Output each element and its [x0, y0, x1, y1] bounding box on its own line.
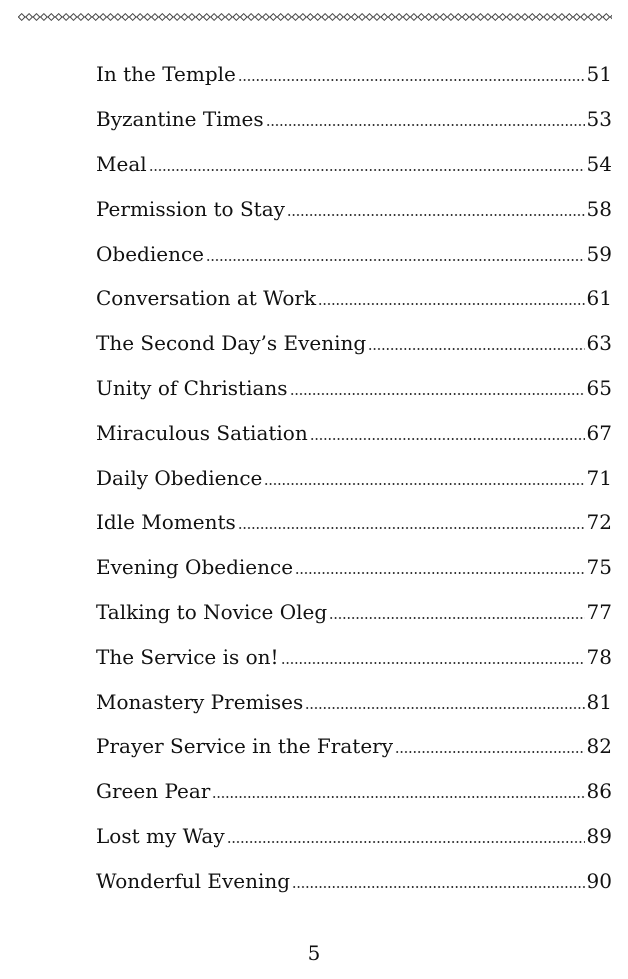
toc-entry-page: 75	[586, 555, 612, 580]
toc-entry-title: Miraculous Satiation	[96, 420, 308, 445]
toc-entry-page: 65	[586, 375, 612, 400]
toc-entry	[96, 97, 612, 142]
toc-dot-leader	[266, 124, 585, 126]
toc-entry	[96, 52, 612, 97]
toc-entry	[96, 724, 612, 769]
toc-entry-title: Byzantine Times	[96, 107, 264, 132]
toc-entry-page: 58	[586, 196, 612, 221]
toc-dot-leader	[292, 886, 584, 888]
toc-entry	[96, 276, 612, 321]
toc-dot-leader	[212, 796, 584, 798]
toc-entry-page: 82	[586, 734, 612, 759]
toc-entry	[96, 545, 612, 590]
toc-dot-leader	[395, 751, 585, 753]
toc-dot-leader	[227, 841, 585, 843]
toc-dot-leader	[287, 214, 585, 216]
toc-entry	[96, 858, 612, 903]
table-of-contents	[96, 52, 612, 903]
toc-entry	[96, 321, 612, 366]
toc-entry-title: The Second Day’s Evening	[96, 331, 367, 356]
toc-entry-page: 61	[586, 286, 612, 311]
toc-entry	[96, 455, 612, 500]
toc-entry-title: Unity of Christians	[96, 375, 288, 400]
toc-entry-title: Permission to Stay	[96, 196, 285, 221]
toc-dot-leader	[206, 259, 585, 261]
toc-entry-title: Talking to Novice Oleg	[96, 599, 328, 624]
toc-entry-page: 59	[586, 241, 612, 266]
toc-entry	[96, 500, 612, 545]
toc-entry-page: 78	[586, 644, 612, 669]
toc-entry-title: Lost my Way	[96, 823, 225, 848]
toc-entry-page: 63	[586, 331, 612, 356]
toc-entry	[96, 814, 612, 859]
toc-dot-leader	[310, 438, 585, 440]
toc-entry-title: Meal	[96, 151, 147, 176]
toc-dot-leader	[238, 527, 585, 529]
toc-entry	[96, 679, 612, 724]
toc-entry-page: 71	[586, 465, 612, 490]
toc-dot-leader	[238, 79, 585, 81]
toc-entry-title: Daily Obedience	[96, 465, 263, 490]
toc-entry	[96, 186, 612, 231]
toc-dot-leader	[305, 707, 584, 709]
toc-entry-page: 89	[586, 823, 612, 848]
toc-entry-page: 77	[586, 599, 612, 624]
toc-entry-title: Green Pear	[96, 779, 211, 804]
toc-entry	[96, 410, 612, 455]
toc-dot-leader	[295, 572, 585, 574]
toc-dot-leader	[318, 303, 584, 305]
page-number: 5	[307, 941, 321, 965]
decorative-border	[18, 10, 612, 24]
toc-entry-title: Evening Obedience	[96, 555, 294, 580]
toc-entry	[96, 366, 612, 411]
toc-entry-title: In the Temple	[96, 62, 236, 87]
toc-dot-leader	[329, 617, 584, 619]
toc-entry	[96, 231, 612, 276]
toc-entry-page: 67	[586, 420, 612, 445]
toc-entry	[96, 634, 612, 679]
toc-entry-page: 53	[586, 107, 612, 132]
toc-entry-title: Prayer Service in the Fratery	[96, 734, 394, 759]
toc-entry	[96, 769, 612, 814]
toc-dot-leader	[149, 169, 585, 171]
toc-entry-title: The Service is on!	[96, 644, 279, 669]
toc-entry-title: Monastery Premises	[96, 689, 304, 714]
toc-dot-leader	[290, 393, 585, 395]
toc-entry-page: 90	[586, 868, 612, 893]
toc-dot-leader	[368, 348, 584, 350]
toc-entry	[96, 590, 612, 635]
toc-entry	[96, 142, 612, 187]
toc-entry-page: 86	[586, 779, 612, 804]
toc-dot-leader	[264, 483, 584, 485]
toc-entry-title: Idle Moments	[96, 510, 236, 535]
toc-entry-title: Wonderful Evening	[96, 868, 291, 893]
toc-entry-title: Obedience	[96, 241, 204, 266]
toc-entry-page: 51	[586, 62, 612, 87]
toc-entry-page: 72	[586, 510, 612, 535]
toc-dot-leader	[281, 662, 585, 664]
toc-entry-title: Conversation at Work	[96, 286, 317, 311]
toc-entry-page: 81	[586, 689, 612, 714]
toc-entry-page: 54	[586, 151, 612, 176]
